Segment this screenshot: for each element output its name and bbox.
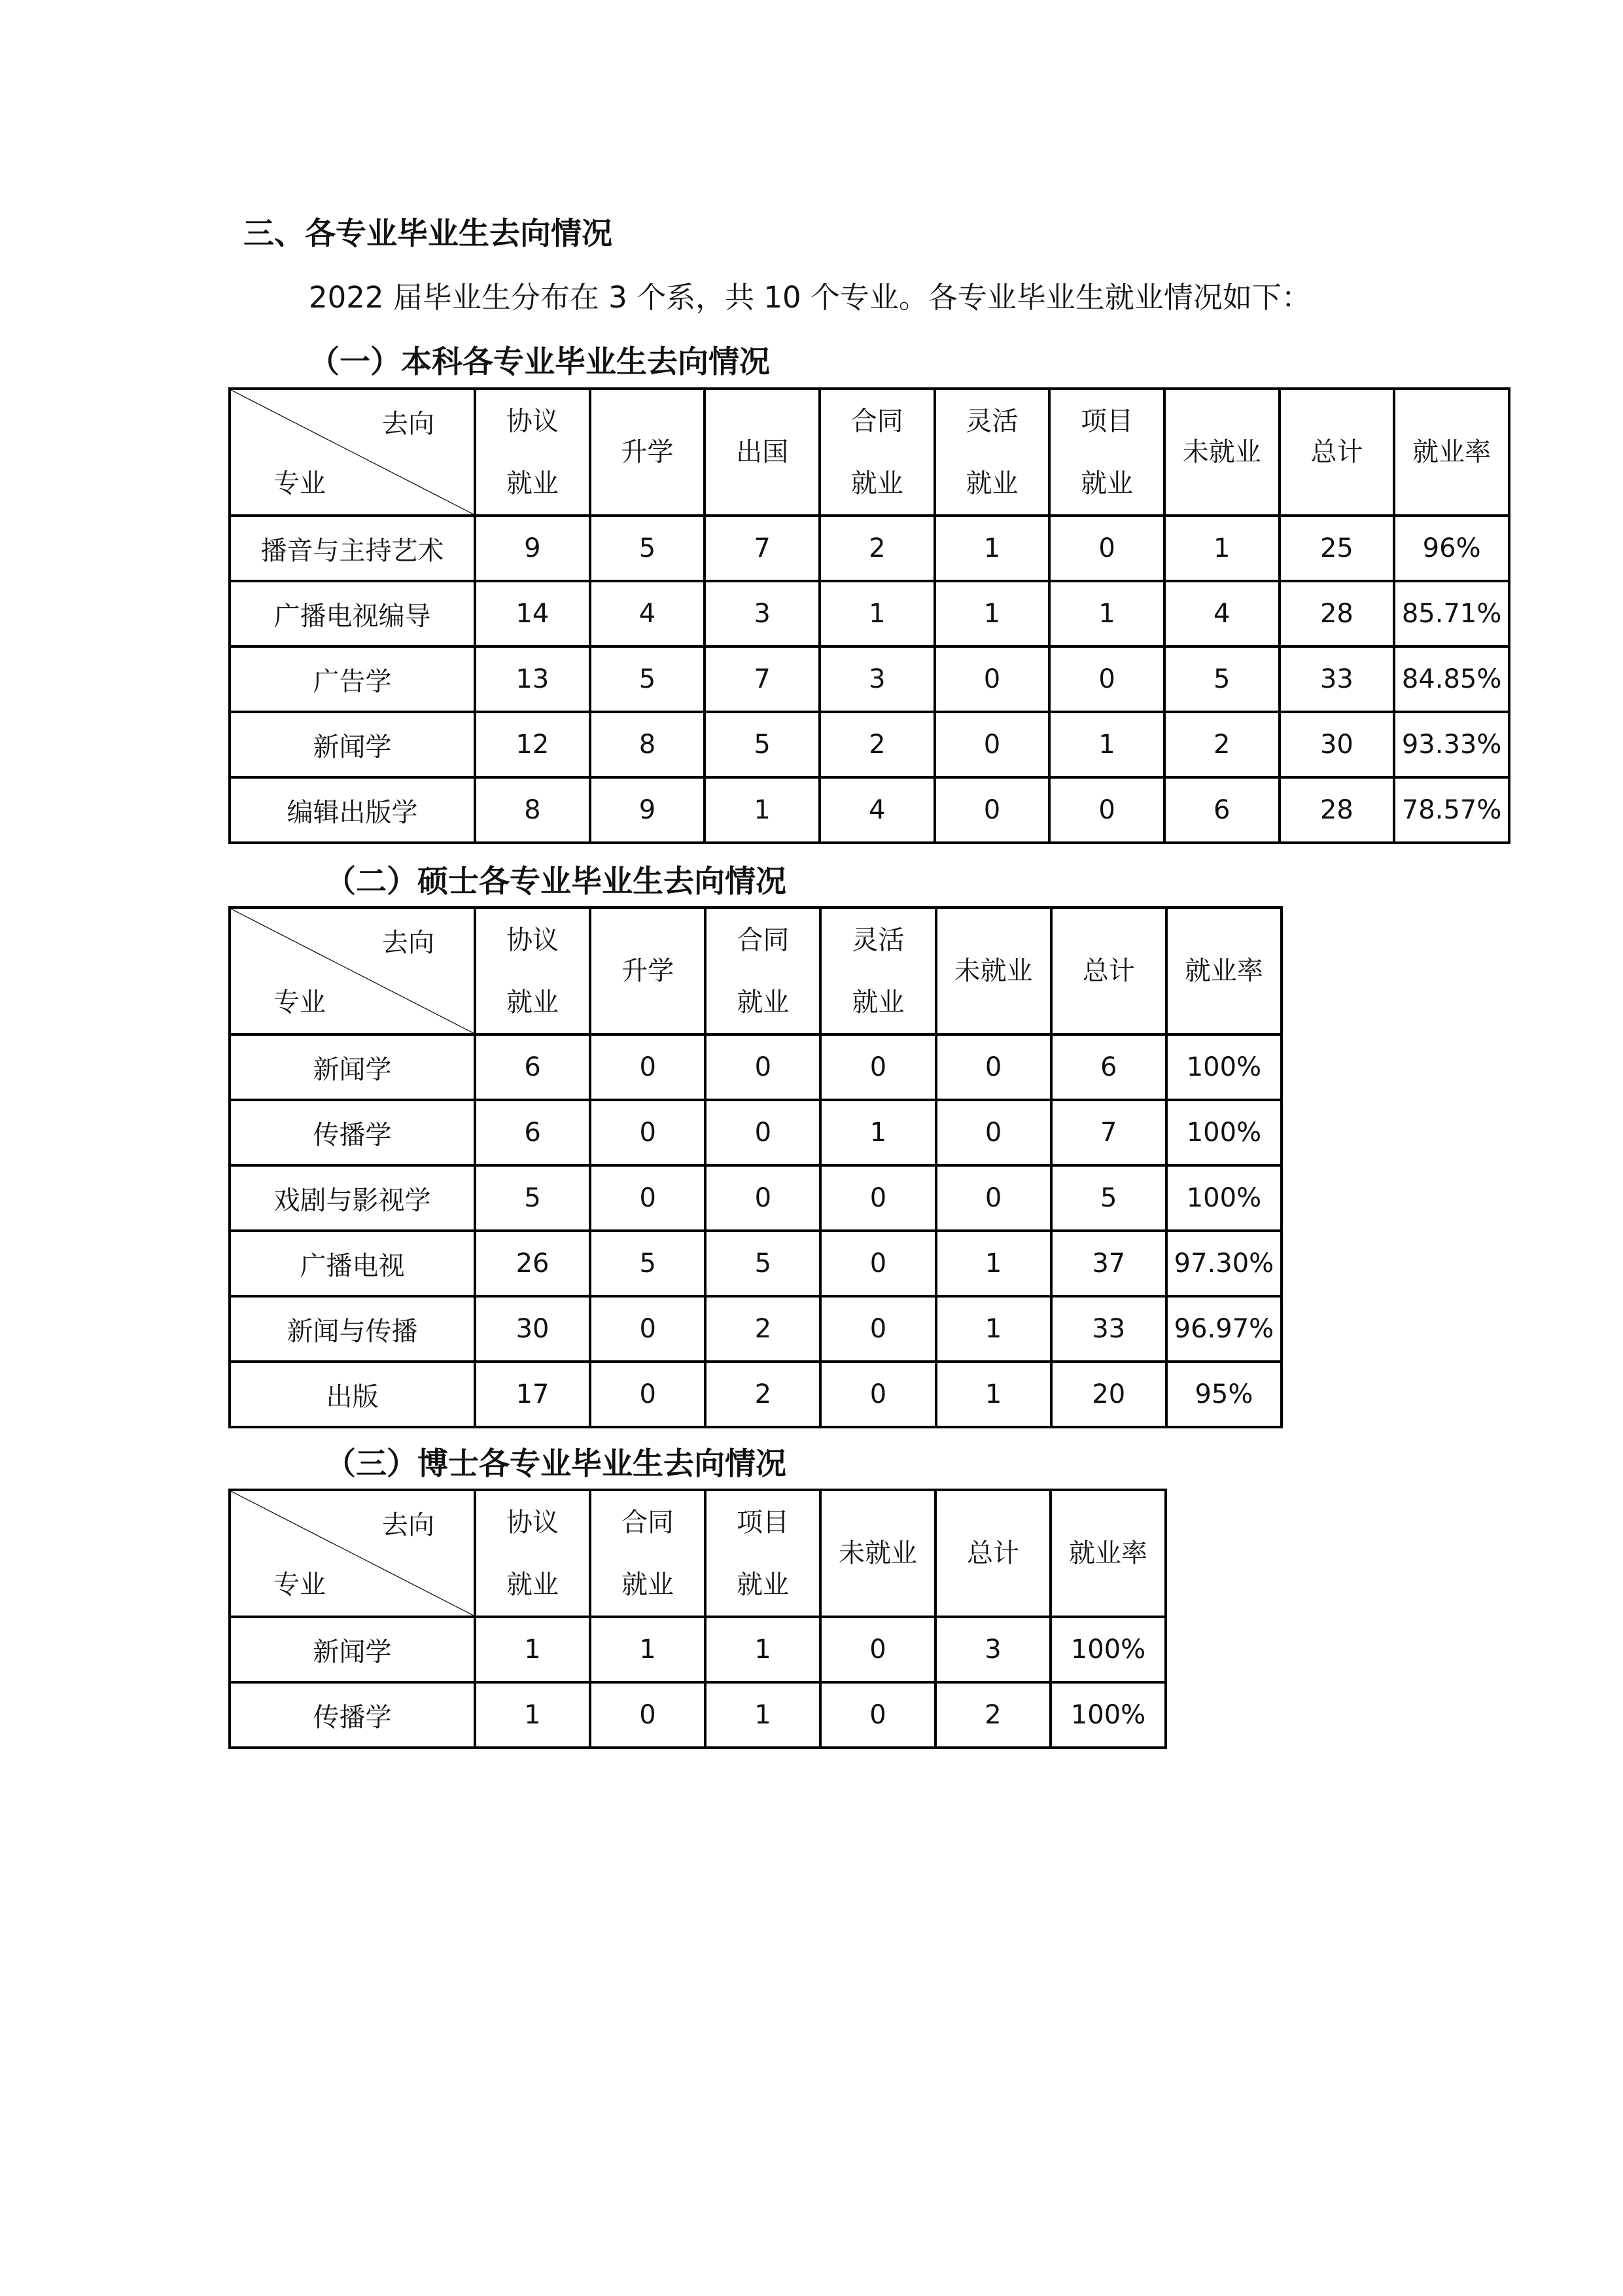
value-cell: 0 (820, 1682, 935, 1748)
section-title: 三、各专业毕业生去向情况 (243, 216, 612, 252)
value-cell: 4 (590, 581, 705, 646)
value-cell: 97.30% (1166, 1231, 1282, 1296)
value-cell: 25 (1280, 516, 1395, 581)
column-header (820, 1490, 935, 1617)
diagonal-line (231, 1491, 474, 1616)
value-cell: 28 (1280, 581, 1395, 646)
column-header-line1: 灵活 (966, 406, 1019, 436)
column-header (590, 908, 705, 1034)
diagonal-line (231, 390, 474, 514)
value-cell: 100% (1051, 1617, 1166, 1682)
value-cell: 3 (705, 581, 820, 646)
column-header-line2: 就业 (506, 1569, 559, 1600)
value-cell: 6 (475, 1100, 590, 1165)
value-cell: 85.71% (1394, 581, 1509, 646)
value-cell: 8 (590, 712, 705, 777)
major-name-cell: 出版 (230, 1362, 475, 1427)
column-header (935, 389, 1050, 516)
diag-label-major: 专业 (273, 468, 326, 499)
column-header-line2: 就业 (737, 987, 790, 1017)
value-cell: 7 (705, 646, 820, 712)
table-row (230, 1165, 1282, 1231)
value-cell: 96.97% (1166, 1296, 1282, 1362)
value-cell: 30 (1280, 712, 1395, 777)
column-header (590, 389, 705, 516)
major-name-cell: 新闻学 (230, 1617, 475, 1682)
major-name-cell: 新闻学 (230, 1034, 475, 1100)
value-cell: 2 (935, 1682, 1051, 1748)
value-cell: 1 (1049, 581, 1164, 646)
major-name-cell: 传播学 (230, 1100, 475, 1165)
value-cell: 5 (590, 1231, 705, 1296)
column-header-line2: 就业 (737, 1569, 789, 1600)
header-row (230, 908, 1282, 1034)
column-header-line1: 合同 (621, 1507, 674, 1538)
column-header (1394, 389, 1509, 516)
column-header (1166, 908, 1282, 1034)
major-name-cell: 播音与主持艺术 (230, 516, 475, 581)
value-cell: 20 (1051, 1362, 1166, 1427)
value-cell: 4 (1164, 581, 1280, 646)
column-header (820, 389, 935, 516)
value-cell: 5 (590, 646, 705, 712)
table-row (230, 1231, 1282, 1296)
value-cell: 0 (935, 646, 1050, 712)
value-cell: 1 (705, 1682, 820, 1748)
value-cell: 1 (475, 1682, 590, 1748)
diag-label-direction: 去向 (382, 409, 434, 439)
value-cell: 0 (590, 1296, 705, 1362)
value-cell: 0 (590, 1682, 705, 1748)
diag-label-major: 专业 (273, 987, 326, 1017)
value-cell: 1 (1049, 712, 1164, 777)
column-header-line1: 合同 (737, 925, 790, 955)
value-cell: 5 (705, 1231, 820, 1296)
column-header-line2: 就业 (850, 468, 903, 499)
value-cell: 1 (705, 777, 820, 843)
column-header (590, 1490, 705, 1617)
column-header (820, 908, 935, 1034)
column-header-line2: 就业 (621, 1569, 674, 1600)
value-cell: 3 (935, 1617, 1051, 1682)
column-header (1049, 389, 1164, 516)
value-cell: 0 (820, 1034, 935, 1100)
value-cell: 28 (1280, 777, 1395, 843)
value-cell: 1 (1164, 516, 1280, 581)
intro-paragraph: 2022 届毕业生分布在 3 个系，共 10 个专业。各专业毕业生就业情况如下： (309, 280, 1311, 315)
major-name-cell: 新闻与传播 (230, 1296, 475, 1362)
major-name-cell: 广播电视 (230, 1231, 475, 1296)
column-header (705, 389, 820, 516)
value-cell: 8 (475, 777, 590, 843)
value-cell: 0 (705, 1034, 820, 1100)
column-header-line1: 总计 (967, 1538, 1019, 1568)
column-header (475, 908, 590, 1034)
diag-label-major: 专业 (273, 1570, 326, 1600)
value-cell: 0 (936, 1100, 1051, 1165)
value-cell: 0 (820, 1296, 935, 1362)
value-cell: 1 (590, 1617, 705, 1682)
value-cell: 100% (1166, 1165, 1282, 1231)
column-header-line1: 就业率 (1069, 1538, 1147, 1568)
column-header-line1: 总计 (1082, 956, 1135, 986)
value-cell: 6 (1164, 777, 1280, 843)
master-table-title: （二）硕士各专业毕业生去向情况 (325, 864, 786, 900)
major-name-cell: 广告学 (230, 646, 475, 712)
table-row (230, 1100, 1282, 1165)
doctor-table-title: （三）博士各专业毕业生去向情况 (325, 1446, 786, 1482)
diagonal-line (231, 909, 474, 1033)
column-header (1164, 389, 1280, 516)
master-table (228, 906, 1283, 1428)
column-header-line1: 就业率 (1412, 437, 1492, 467)
value-cell: 1 (705, 1617, 820, 1682)
value-cell: 1 (936, 1296, 1051, 1362)
value-cell: 1 (935, 581, 1050, 646)
table-row (230, 1617, 1166, 1682)
column-header-line1: 灵活 (852, 925, 905, 955)
value-cell: 17 (475, 1362, 590, 1427)
value-cell: 100% (1051, 1682, 1166, 1748)
column-header-line1: 出国 (736, 437, 789, 467)
header-row (230, 389, 1509, 516)
value-cell: 2 (820, 516, 935, 581)
diagonal-header-cell (230, 1490, 475, 1617)
diag-label-direction: 去向 (382, 1510, 434, 1540)
value-cell: 0 (590, 1362, 705, 1427)
column-header (475, 1490, 590, 1617)
column-header (705, 1490, 820, 1617)
value-cell: 0 (1049, 516, 1164, 581)
column-header-line1: 未就业 (954, 956, 1033, 986)
value-cell: 0 (705, 1165, 820, 1231)
value-cell: 0 (936, 1165, 1051, 1231)
table-row (230, 581, 1509, 646)
column-header (936, 908, 1051, 1034)
doctor-table (228, 1489, 1167, 1749)
value-cell: 6 (1051, 1034, 1166, 1100)
diagonal-header-cell (230, 389, 475, 516)
value-cell: 1 (475, 1617, 590, 1682)
major-name-cell: 戏剧与影视学 (230, 1165, 475, 1231)
value-cell: 0 (1049, 777, 1164, 843)
table-row (230, 777, 1509, 843)
column-header-line1: 就业率 (1184, 956, 1263, 986)
column-header-line1: 协议 (506, 1507, 559, 1538)
column-header-line2: 就业 (1081, 468, 1134, 499)
column-header-line1: 项目 (1081, 406, 1134, 436)
value-cell: 9 (475, 516, 590, 581)
undergrad-table-title: （一）本科各专业毕业生去向情况 (309, 344, 770, 380)
column-header-line2: 就业 (966, 468, 1019, 499)
value-cell: 14 (475, 581, 590, 646)
value-cell: 1 (936, 1231, 1051, 1296)
undergrad-table (228, 387, 1510, 844)
value-cell: 0 (590, 1100, 705, 1165)
value-cell: 5 (475, 1165, 590, 1231)
column-header (1051, 1490, 1166, 1617)
column-header-line1: 项目 (737, 1507, 789, 1538)
table-row (230, 646, 1509, 712)
table-row (230, 1682, 1166, 1748)
value-cell: 26 (475, 1231, 590, 1296)
value-cell: 93.33% (1394, 712, 1509, 777)
column-header-line1: 升学 (621, 956, 674, 986)
value-cell: 9 (590, 777, 705, 843)
major-name-cell: 新闻学 (230, 712, 475, 777)
value-cell: 1 (820, 581, 935, 646)
value-cell: 78.57% (1394, 777, 1509, 843)
diagonal-header-cell (230, 908, 475, 1034)
value-cell: 6 (475, 1034, 590, 1100)
diag-label-direction: 去向 (382, 928, 434, 958)
value-cell: 95% (1166, 1362, 1282, 1427)
value-cell: 2 (705, 1362, 820, 1427)
column-header-line1: 总计 (1310, 437, 1363, 467)
table-row (230, 712, 1509, 777)
value-cell: 1 (935, 516, 1050, 581)
value-cell: 0 (590, 1165, 705, 1231)
header-row (230, 1490, 1166, 1617)
value-cell: 2 (1164, 712, 1280, 777)
value-cell: 4 (820, 777, 935, 843)
column-header (1051, 908, 1166, 1034)
value-cell: 0 (820, 1617, 935, 1682)
value-cell: 13 (475, 646, 590, 712)
value-cell: 100% (1166, 1034, 1282, 1100)
value-cell: 100% (1166, 1100, 1282, 1165)
value-cell: 0 (590, 1034, 705, 1100)
column-header (705, 908, 820, 1034)
column-header-line1: 未就业 (1182, 437, 1261, 467)
value-cell: 1 (820, 1100, 935, 1165)
value-cell: 30 (475, 1296, 590, 1362)
value-cell: 33 (1051, 1296, 1166, 1362)
table-row (230, 1296, 1282, 1362)
value-cell: 37 (1051, 1231, 1166, 1296)
value-cell: 7 (1051, 1100, 1166, 1165)
value-cell: 5 (1164, 646, 1280, 712)
value-cell: 0 (935, 712, 1050, 777)
value-cell: 1 (936, 1362, 1051, 1427)
value-cell: 2 (705, 1296, 820, 1362)
column-header-line2: 就业 (506, 987, 559, 1017)
value-cell: 5 (590, 516, 705, 581)
value-cell: 0 (705, 1100, 820, 1165)
column-header-line1: 未就业 (839, 1538, 917, 1568)
value-cell: 96% (1394, 516, 1509, 581)
value-cell: 33 (1280, 646, 1395, 712)
value-cell: 12 (475, 712, 590, 777)
value-cell: 3 (820, 646, 935, 712)
value-cell: 0 (1049, 646, 1164, 712)
table-row (230, 1362, 1282, 1427)
value-cell: 84.85% (1394, 646, 1509, 712)
value-cell: 0 (820, 1231, 935, 1296)
table-row (230, 516, 1509, 581)
major-name-cell: 编辑出版学 (230, 777, 475, 843)
value-cell: 7 (705, 516, 820, 581)
column-header-line2: 就业 (852, 987, 905, 1017)
value-cell: 0 (820, 1165, 935, 1231)
column-header-line2: 就业 (506, 468, 559, 499)
table-row (230, 1034, 1282, 1100)
value-cell: 0 (935, 777, 1050, 843)
value-cell: 5 (705, 712, 820, 777)
column-header (475, 389, 590, 516)
column-header (935, 1490, 1051, 1617)
column-header (1280, 389, 1395, 516)
column-header-line1: 协议 (506, 406, 559, 436)
value-cell: 2 (820, 712, 935, 777)
major-name-cell: 传播学 (230, 1682, 475, 1748)
column-header-line1: 升学 (621, 437, 674, 467)
column-header-line1: 协议 (506, 925, 559, 955)
major-name-cell: 广播电视编导 (230, 581, 475, 646)
value-cell: 5 (1051, 1165, 1166, 1231)
value-cell: 0 (936, 1034, 1051, 1100)
column-header-line1: 合同 (850, 406, 903, 436)
value-cell: 0 (820, 1362, 935, 1427)
